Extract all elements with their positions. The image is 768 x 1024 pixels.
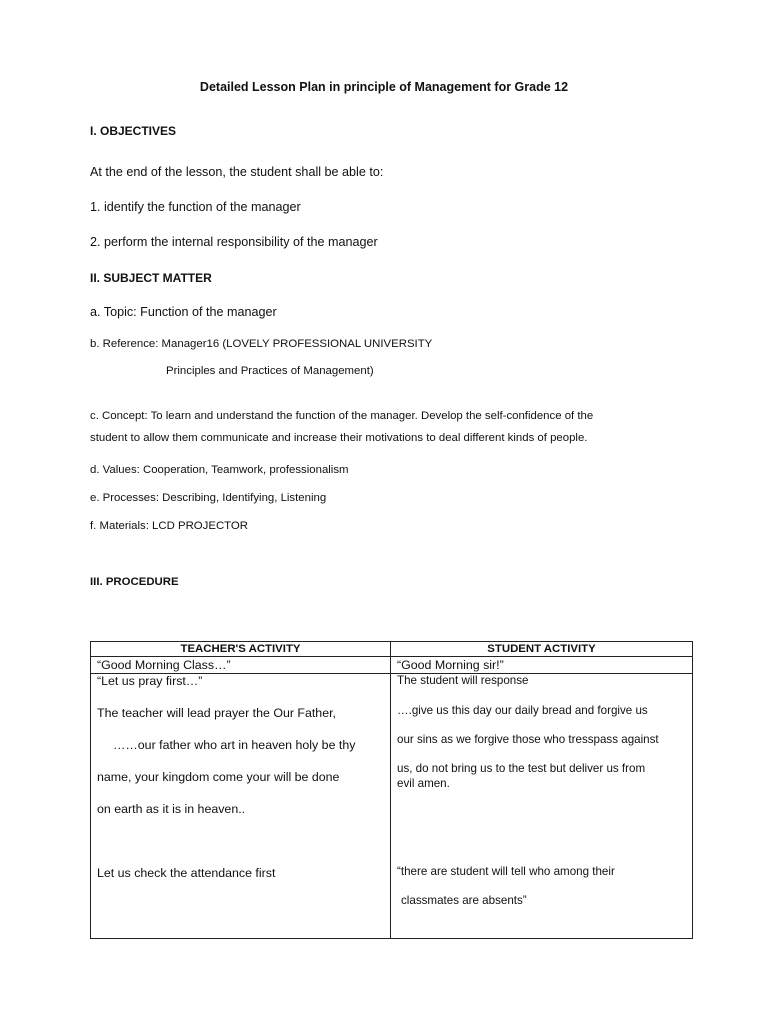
table-header-student: STUDENT ACTIVITY xyxy=(391,642,693,657)
processes-line: e. Processes: Describing, Identifying, Listening xyxy=(90,492,327,504)
student-line: us, do not bring us to the test but deliver us from xyxy=(397,762,646,775)
teacher-activity-cell xyxy=(91,674,391,939)
procedure-table xyxy=(90,641,693,939)
student-line: classmates are absents” xyxy=(401,894,527,907)
teacher-line: “Let us pray first…” xyxy=(97,674,203,688)
student-line: our sins as we forgive those who tresspass against xyxy=(397,733,659,746)
reference-line: b. Reference: Manager16 (LOVELY PROFESSIONAL UNIVERSITY xyxy=(90,338,433,350)
student-line: “there are student will tell who among their xyxy=(397,865,615,878)
teacher-line: on earth as it is in heaven.. xyxy=(97,802,246,816)
objective-item: 2. perform the internal responsibility of the manager xyxy=(90,235,378,249)
objectives-heading: I. OBJECTIVES xyxy=(90,124,177,138)
student-activity-cell xyxy=(391,674,693,939)
table-header-teacher: TEACHER'S ACTIVITY xyxy=(91,642,391,657)
document-title: Detailed Lesson Plan in principle of Management for Grade 12 xyxy=(199,80,569,94)
objective-item: 1. identify the function of the manager xyxy=(90,200,301,214)
student-line: evil amen. xyxy=(397,777,450,790)
teacher-greeting: “Good Morning Class…” xyxy=(91,657,391,674)
student-line: The student will response xyxy=(397,674,529,687)
concept-line: c. Concept: To learn and understand the function of the manager. Develop the self-confidence of the xyxy=(90,410,594,422)
student-line: ….give us this day our daily bread and forgive us xyxy=(397,704,648,717)
objectives-intro: At the end of the lesson, the student shall be able to: xyxy=(90,165,384,179)
teacher-line: ……our father who art in heaven holy be thy xyxy=(113,738,356,752)
table-row xyxy=(91,674,693,939)
teacher-line: The teacher will lead prayer the Our Father, xyxy=(97,706,336,720)
teacher-line: name, your kingdom come your will be done xyxy=(97,770,340,784)
values-line: d. Values: Cooperation, Teamwork, professionalism xyxy=(90,464,349,476)
teacher-line: Let us check the attendance first xyxy=(97,866,276,880)
topic-line: a. Topic: Function of the manager xyxy=(90,305,277,319)
concept-line: student to allow them communicate and increase their motivations to deal different kinds of people. xyxy=(90,432,588,444)
reference-line: Principles and Practices of Management) xyxy=(166,365,374,377)
table-header-row xyxy=(91,642,693,657)
table-row xyxy=(91,657,693,674)
materials-line: f. Materials: LCD PROJECTOR xyxy=(90,520,249,532)
procedure-heading: III. PROCEDURE xyxy=(90,576,179,588)
subject-matter-heading: II. SUBJECT MATTER xyxy=(90,271,212,285)
student-greeting: “Good Morning sir!” xyxy=(391,657,693,674)
